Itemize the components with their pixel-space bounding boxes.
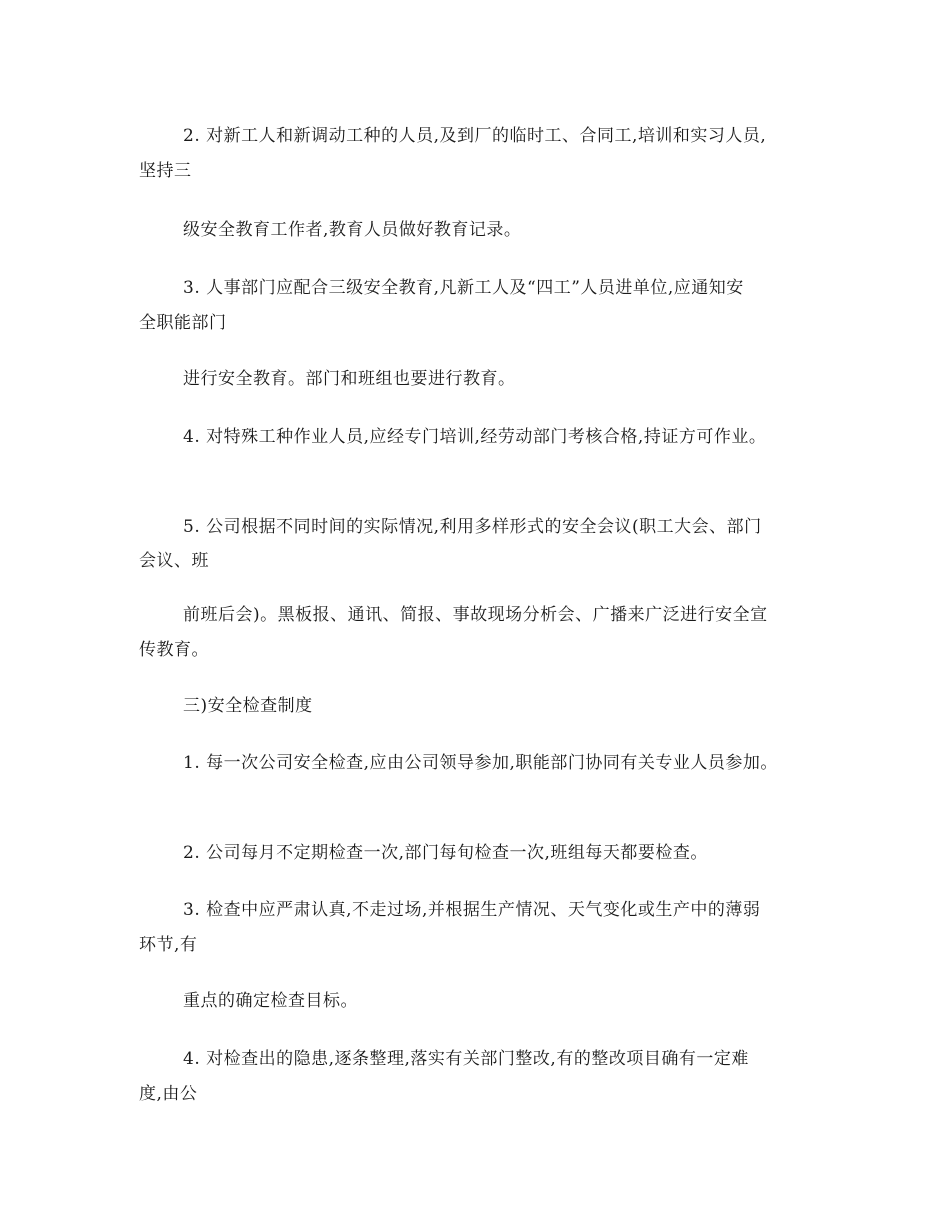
text-line: 坚持三	[139, 161, 192, 181]
text-line: 重点的确定检查目标。	[183, 991, 358, 1011]
text-line: 4. 对检查出的隐患,逐条整理,落实有关部门整改,有的整改项目确有一定难	[183, 1049, 749, 1069]
text-line: 前班后会)。黑板报、通讯、简报、事故现场分析会、广播来广泛进行安全宣	[183, 605, 768, 625]
text-line: 全职能部门	[139, 313, 227, 333]
text-line: 1. 每一次公司安全检查,应由公司领导参加,职能部门协同有关专业人员参加。	[183, 753, 778, 773]
text-line: 2. 公司每月不定期检查一次,部门每旬检查一次,班组每天都要检查。	[183, 843, 708, 863]
text-line: 会议、班	[139, 551, 209, 571]
text-line: 4. 对特殊工种作业人员,应经专门培训,经劳动部门考核合格,持证方可作业。	[183, 427, 767, 447]
section-heading: 三)安全检查制度	[183, 696, 313, 716]
text-line: 2. 对新工人和新调动工种的人员,及到厂的临时工、合同工,培训和实习人员,	[183, 126, 767, 146]
text-line: 3. 人事部门应配合三级安全教育,凡新工人及“四工”人员进单位,应通知安	[183, 278, 744, 298]
text-line: 5. 公司根据不同时间的实际情况,利用多样形式的安全会议(职工大会、部门	[183, 517, 762, 537]
text-line: 度,由公	[139, 1084, 198, 1104]
text-line: 进行安全教育。部门和班组也要进行教育。	[183, 369, 516, 389]
text-line: 3. 检查中应严肃认真,不走过场,并根据生产情况、天气变化或生产中的薄弱	[183, 900, 761, 920]
text-line: 级安全教育工作者,教育人员做好教育记录。	[183, 220, 522, 240]
text-line: 环节,有	[139, 935, 198, 955]
text-line: 传教育。	[139, 640, 209, 660]
